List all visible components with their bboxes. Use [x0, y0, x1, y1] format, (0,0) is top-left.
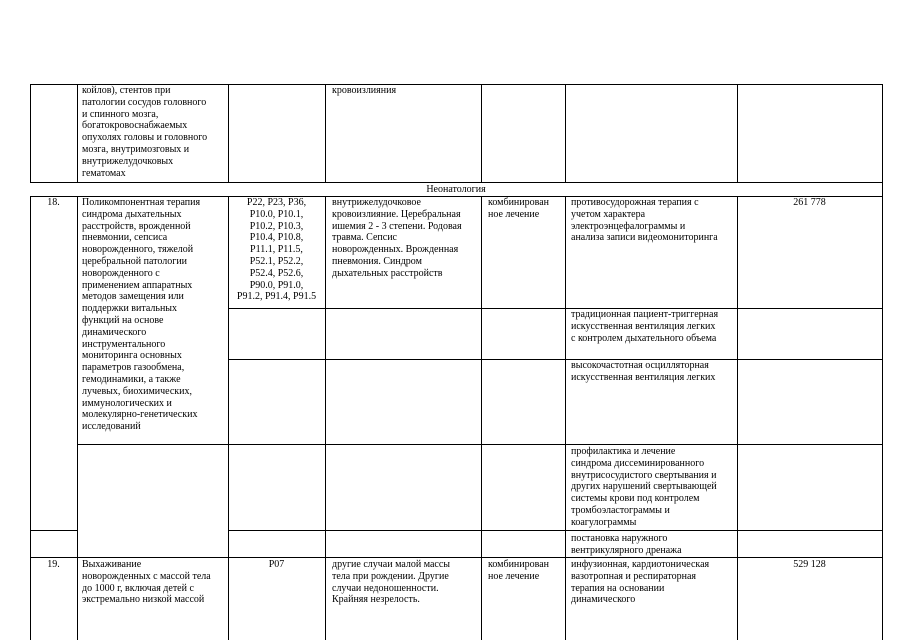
table-rule-horizontal [228, 308, 883, 309]
text-line: другие случаи малой массы [332, 559, 451, 570]
text-line: электроэнцефалограммы и [571, 220, 686, 232]
text-line: дыхательных расстройств [332, 267, 443, 279]
table-rule-vertical [325, 196, 326, 640]
text-line: гемодинамики, а также [82, 373, 181, 385]
row18-method-text [82, 197, 200, 433]
text-line: лучевых, биохимических, [82, 385, 192, 397]
text-line: случаи недоношенности. [332, 582, 439, 594]
table-rule-vertical [737, 196, 738, 640]
text-line: новорожденных. Врожденная [332, 244, 459, 256]
table-rule-vertical [565, 196, 566, 640]
row18-method-part-1 [571, 197, 718, 244]
text-line: P90.0, P91.0, [249, 279, 304, 291]
text-line: P10.2, P10.3, [249, 220, 304, 232]
text-line: анализа записи видеомониторинга [571, 232, 718, 244]
text-line: искусственная вентиляция легких [571, 320, 716, 332]
table-rule-vertical [325, 84, 326, 182]
text-line: кровоизлияния [332, 85, 397, 96]
table-rule-vertical [228, 84, 229, 182]
text-line: исследований [82, 421, 141, 433]
row18-codes [228, 197, 325, 303]
text-line: тромбоэластограммы и [571, 504, 670, 516]
text-line: комбинирован [488, 559, 550, 570]
text-line: койлов), стентов при [82, 85, 171, 96]
text-line: P52.1, P52.2, [249, 255, 304, 267]
row18-method-part-3 [571, 360, 715, 384]
text-line: параметров газообмена, [82, 362, 185, 374]
row18-method-part-4 [571, 446, 717, 529]
text-line: методов замещения или [82, 291, 184, 303]
text-line: до 1000 г, включая детей с [82, 582, 194, 594]
table-rule-vertical [77, 84, 78, 182]
table-rule-horizontal [30, 530, 78, 531]
table-rule-vertical [77, 196, 78, 640]
row19-cost: 529 128 [793, 559, 826, 570]
text-line: тела при рождении. Другие [332, 570, 449, 582]
text-line: искусственная вентиляция легких [571, 371, 716, 383]
table-rule-vertical [565, 84, 566, 182]
text-line: P10.4, P10.8, [249, 232, 304, 244]
text-line: функций на основе [82, 314, 164, 326]
text-line: Выхаживание [82, 559, 142, 570]
top-row-method-text [82, 85, 207, 179]
row19-method-text [82, 559, 211, 606]
text-line: Поликомпонентная терапия [82, 197, 201, 208]
text-line: P91.2, P91.4, P91.5 [236, 291, 317, 303]
table-rule-vertical [30, 84, 31, 182]
table-rule-vertical [737, 84, 738, 182]
text-line: P22, P23, P36, [246, 197, 307, 208]
row19-number: 19. [47, 559, 60, 570]
text-line: ное лечение [488, 208, 540, 220]
table-rule-horizontal [77, 444, 883, 445]
table-rule-horizontal [228, 359, 883, 360]
text-line: опухолях головы и головного [82, 132, 208, 144]
text-line: синдрома диссеминированного [571, 457, 705, 469]
text-line: P52.4, P52.6, [249, 267, 304, 279]
text-line: коагулограммы [571, 516, 637, 528]
text-line: внутрижелудочковое [332, 197, 421, 208]
text-line: расстройств, врожденной [82, 220, 191, 232]
text-line: гематомах [82, 167, 126, 179]
row18-disease [332, 197, 462, 280]
text-line: с контролем дыхательного объема [571, 332, 717, 344]
text-line: внутрисосудистого свертывания и [571, 469, 717, 481]
text-line: новорожденных с массой тела [82, 570, 211, 582]
text-line: применением аппаратных [82, 279, 193, 291]
text-line: богатокровоснабжаемых [82, 120, 188, 132]
text-line: ное лечение [488, 570, 540, 582]
text-line: системы крови под контролем [571, 493, 700, 505]
section-title: Неонатология [426, 183, 486, 195]
text-line: внутрижелудочковых [82, 155, 174, 167]
row18-treatment [488, 197, 549, 221]
text-line: экстремально низкой массой [82, 594, 205, 606]
table-rule-horizontal [30, 557, 883, 558]
text-line: новорожденного с [82, 267, 160, 279]
text-line: патологии сосудов головного [82, 96, 207, 108]
text-line: травма. Сепсис [332, 232, 397, 244]
text-line: пневмонии, сепсиса [82, 232, 168, 244]
text-line: постановка наружного [571, 533, 668, 544]
text-line: синдрома дыхательных [82, 208, 182, 220]
text-line: инфузионная, кардиотоническая [571, 559, 710, 570]
row18-number: 18. [47, 197, 60, 208]
text-line: динамического [82, 326, 147, 338]
top-row-disease-text [332, 85, 396, 97]
table-rule-horizontal [228, 530, 883, 531]
table-rule-vertical [481, 84, 482, 182]
text-line: комбинирован [488, 197, 550, 208]
row18-cost: 261 778 [793, 197, 826, 208]
text-line: P07 [268, 559, 285, 570]
row19-disease [332, 559, 450, 606]
text-line: учетом характера [571, 208, 646, 220]
row18-method-part-5 [571, 533, 682, 557]
text-line: иммунологических и [82, 397, 172, 409]
text-line: высокочастотная осцилляторная [571, 360, 709, 371]
text-line: вентрикулярного дренажа [571, 544, 682, 556]
row18-method-part-2 [571, 309, 718, 344]
text-line: динамического [571, 594, 636, 606]
text-line: P11.1, P11.5, [250, 244, 303, 256]
row19-treatment [488, 559, 549, 583]
text-line: новорожденного, тяжелой [82, 244, 194, 256]
text-line: и спинного мозга, [82, 108, 159, 120]
text-line: молекулярно-генетических [82, 409, 198, 421]
text-line: других нарушений свертывающей [571, 481, 717, 493]
text-line: ишемия 2 - 3 степени. Родовая [332, 220, 462, 232]
table-rule-vertical [481, 196, 482, 640]
text-line: терапия на основании [571, 582, 665, 594]
text-line: пневмония. Синдром [332, 255, 422, 267]
text-line: мониторинга основных [82, 350, 182, 362]
text-line: профилактика и лечение [571, 446, 676, 457]
text-line: Крайняя незрелость. [332, 594, 420, 606]
table-rule-vertical [882, 84, 883, 640]
text-line: противосудорожная терапия с [571, 197, 699, 208]
text-line: церебральной патологии [82, 255, 188, 267]
text-line: P10.0, P10.1, [249, 208, 304, 220]
text-line: вазотропная и респираторная [571, 570, 697, 582]
text-line: инструментального [82, 338, 166, 350]
text-line: традиционная пациент-триггерная [571, 309, 719, 320]
text-line: мозга, внутримозговых и [82, 143, 190, 155]
table-rule-vertical [30, 196, 31, 640]
text-line: кровоизлияние. Церебральная [332, 208, 461, 220]
row19-codes [228, 559, 325, 571]
row19-method-part-1 [571, 559, 709, 606]
text-line: поддержки витальных [82, 303, 178, 315]
